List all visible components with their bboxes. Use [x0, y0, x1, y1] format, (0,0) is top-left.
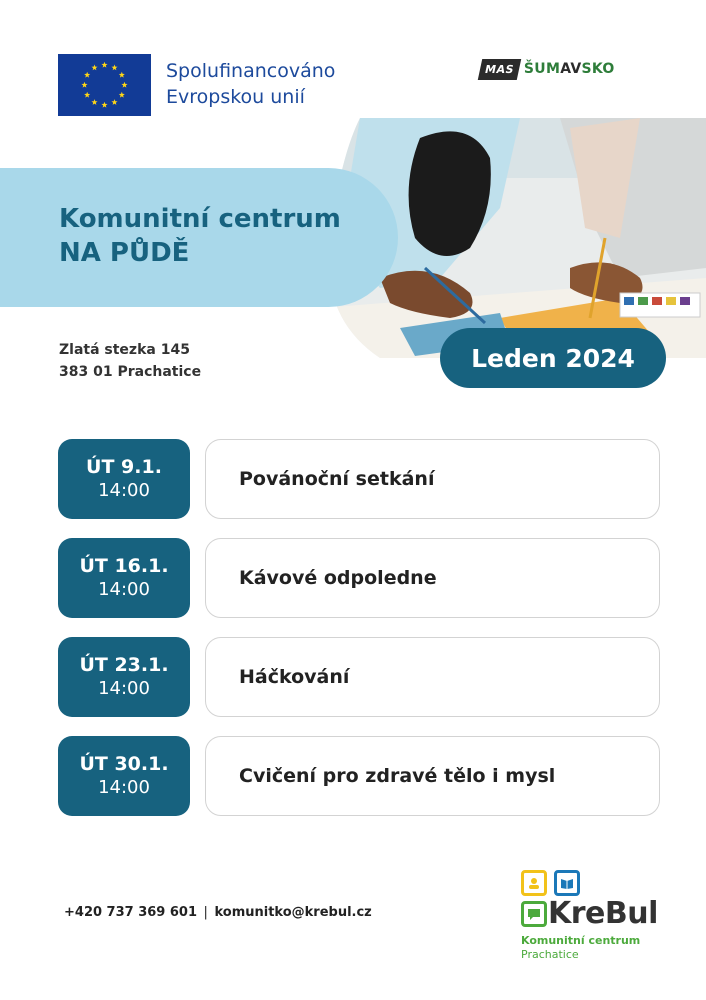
contact-separator: |	[203, 905, 208, 920]
event-card	[205, 538, 660, 618]
address-street: Zlatá stezka 145	[59, 342, 190, 358]
contact-phone: +420 737 369 601	[64, 905, 198, 920]
event-day: ÚT 16.1.	[79, 555, 169, 577]
krebul-logo	[521, 870, 671, 965]
event-date-box	[58, 637, 190, 717]
eu-flag-logo	[58, 54, 151, 116]
mas-name-part2: AV	[560, 61, 582, 77]
event-row	[58, 637, 660, 717]
event-row	[58, 538, 660, 618]
event-day: ÚT 30.1.	[79, 753, 169, 775]
event-time: 14:00	[98, 579, 150, 600]
event-card	[205, 637, 660, 717]
eu-stars-icon	[58, 54, 151, 116]
page-title	[59, 202, 341, 270]
mas-sumavsko-logo	[480, 55, 614, 83]
krebul-subtitle: Komunitní centrum	[521, 934, 641, 947]
mas-name-part3: SKO	[581, 61, 615, 77]
event-row	[58, 439, 660, 519]
event-day: ÚT 23.1.	[79, 654, 169, 676]
event-time: 14:00	[98, 678, 150, 699]
event-card	[205, 736, 660, 816]
event-title: Kávové odpoledne	[239, 567, 437, 589]
address-city: 383 01 Prachatice	[59, 364, 202, 380]
eu-cofinanced-text	[166, 58, 335, 110]
month-badge: Leden 2024	[440, 328, 666, 388]
mas-name	[524, 61, 615, 77]
event-date-box	[58, 439, 190, 519]
address	[59, 339, 201, 383]
person-icon	[521, 870, 547, 896]
mas-name-part1: ŠUM	[523, 61, 561, 77]
krebul-city: Prachatice	[521, 948, 579, 961]
event-date-box	[58, 538, 190, 618]
event-time: 14:00	[98, 777, 150, 798]
eu-text-line2: Evropskou unií	[166, 86, 305, 108]
event-date-box	[58, 736, 190, 816]
mas-badge: MAS	[478, 59, 521, 80]
contact-email: komunitko@krebul.cz	[214, 905, 372, 920]
contact-info	[64, 905, 372, 920]
chat-icon	[521, 901, 547, 927]
event-day: ÚT 9.1.	[86, 456, 162, 478]
event-card	[205, 439, 660, 519]
title-line2: NA PŮDĚ	[59, 238, 190, 268]
eu-text-line1: Spolufinancováno	[166, 60, 336, 82]
event-title: Háčkování	[239, 666, 350, 688]
event-title: Cvičení pro zdravé tělo i mysl	[239, 765, 556, 787]
event-time: 14:00	[98, 480, 150, 501]
krebul-wordmark: KreBul	[548, 896, 658, 931]
book-icon	[554, 870, 580, 896]
title-line1: Komunitní centrum	[59, 204, 341, 234]
event-row	[58, 736, 660, 816]
event-title: Povánoční setkání	[239, 468, 435, 490]
